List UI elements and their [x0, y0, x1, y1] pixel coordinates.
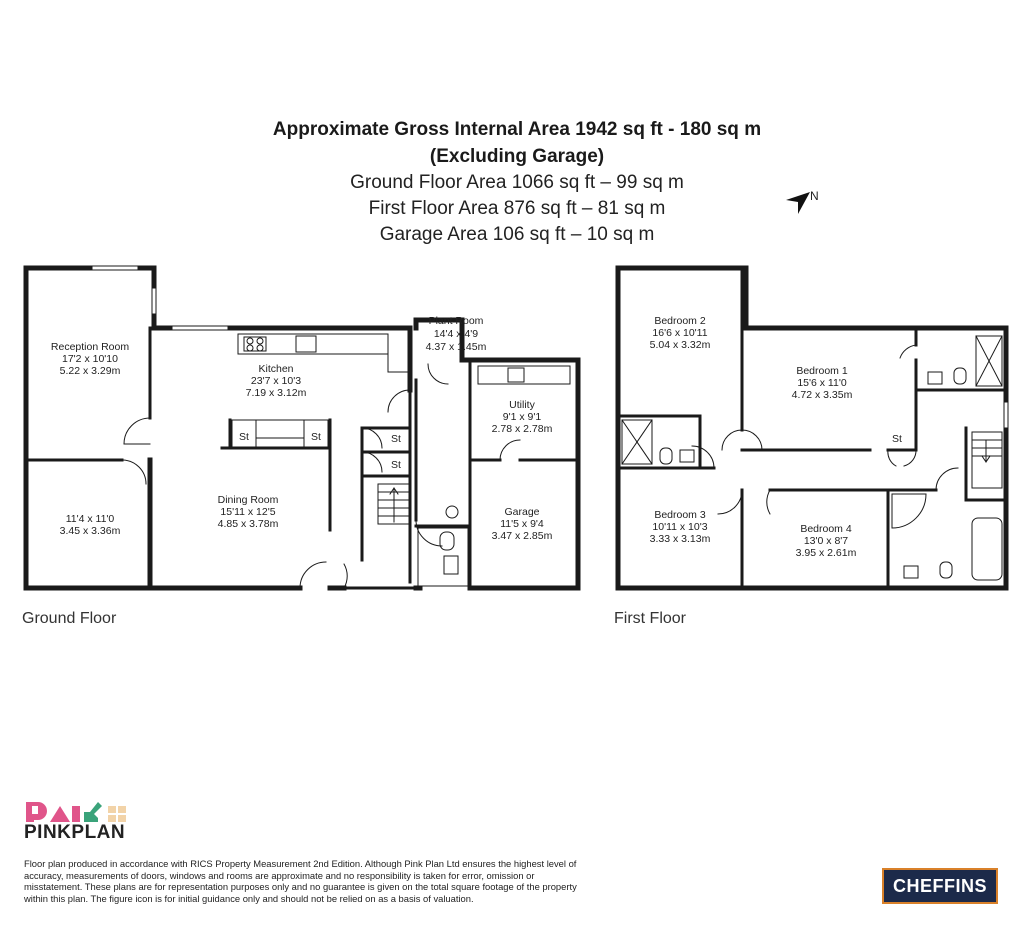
garage-imperial: 11'5 x 9'4: [500, 518, 544, 530]
bedroom-4-imperial: 13'0 x 8'7: [803, 535, 849, 547]
storage-label: St: [311, 431, 321, 443]
first-floor-label: First Floor: [614, 610, 686, 627]
garage-metric: 3.47 x 2.85m: [491, 530, 553, 542]
ground-floor-label: Ground Floor: [22, 610, 117, 627]
bedroom-4-metric: 3.95 x 2.61m: [795, 547, 857, 559]
unnamed-room-imperial: 11'4 x 11'0: [65, 513, 115, 525]
bedroom-3-metric: 3.33 x 3.13m: [649, 533, 711, 545]
reception-imperial: 17'2 x 10'10: [62, 353, 118, 365]
bedroom-2-name: Bedroom 2: [654, 315, 706, 327]
bedroom-4-name: Bedroom 4: [800, 523, 852, 535]
garage-name: Garage: [504, 506, 540, 518]
pinkplan-logo-icon: [24, 800, 136, 824]
disclaimer: Floor plan produced in accordance with RICS Property Measurement 2nd Edition. Although Pink Plan Ltd ensures the highest level of accuracy, measurements of doors, windows and rooms are approximate and no responsibility is taken for error, omission or misstatement. These plans are for representation purposes only and no guarantee is given on the total square footage of the property within this plan. The figure icon is for initial guidance only and should not be relied on as a basis of valuation.: [24, 858, 577, 904]
plant-room-metric: 4.37 x 1.45m: [425, 341, 487, 353]
storage-label: St: [892, 433, 902, 445]
storage-label: St: [239, 431, 249, 443]
dining-name: Dining Room: [217, 494, 279, 506]
storage-label: St: [391, 459, 401, 471]
utility-name: Utility: [509, 399, 535, 411]
garage-area: Garage Area 106 sq ft – 10 sq m: [379, 224, 655, 245]
first-floor-stairs: [972, 432, 1002, 488]
pinkplan-logo-text: PINKPLAN: [24, 822, 126, 843]
bedroom-3-name: Bedroom 3: [654, 509, 706, 521]
bedroom-1-imperial: 15'6 x 11'0: [797, 377, 847, 389]
north-label: N: [810, 189, 819, 203]
kitchen-imperial: 23'7 x 10'3: [250, 375, 302, 387]
kitchen-name: Kitchen: [258, 363, 294, 375]
cheffins-logo: CHEFFINS: [882, 868, 998, 904]
ground-floor-area: Ground Floor Area 1066 sq ft – 99 sq m: [350, 172, 684, 193]
bedroom-2-metric: 5.04 x 3.32m: [649, 339, 711, 351]
reception-metric: 5.22 x 3.29m: [59, 365, 121, 377]
bedroom-1-name: Bedroom 1: [796, 365, 848, 377]
dining-imperial: 15'11 x 12'5: [220, 506, 276, 518]
excluding-garage-note: (Excluding Garage): [429, 146, 605, 167]
ground-floor-stairs: [378, 484, 410, 524]
kitchen-metric: 7.19 x 3.12m: [245, 387, 307, 399]
storage-label: St: [391, 433, 401, 445]
plant-room-imperial: 14'4 x 4'9: [433, 328, 479, 340]
plant-room-name: Plant Room: [428, 315, 484, 327]
first-floor-area: First Floor Area 876 sq ft – 81 sq m: [368, 198, 666, 219]
bedroom-3-imperial: 10'11 x 10'3: [652, 521, 708, 533]
bedroom-1-metric: 4.72 x 3.35m: [791, 389, 853, 401]
unnamed-room-metric: 3.45 x 3.36m: [59, 525, 121, 537]
reception-name: Reception Room: [50, 341, 130, 353]
gross-area-title: Approximate Gross Internal Area 1942 sq ft - 180 sq m: [272, 119, 762, 140]
utility-imperial: 9'1 x 9'1: [502, 411, 542, 423]
dining-metric: 4.85 x 3.78m: [217, 518, 279, 530]
utility-metric: 2.78 x 2.78m: [491, 423, 553, 435]
bedroom-2-imperial: 16'6 x 10'11: [652, 327, 708, 339]
ground-floor-doors: [122, 364, 520, 588]
